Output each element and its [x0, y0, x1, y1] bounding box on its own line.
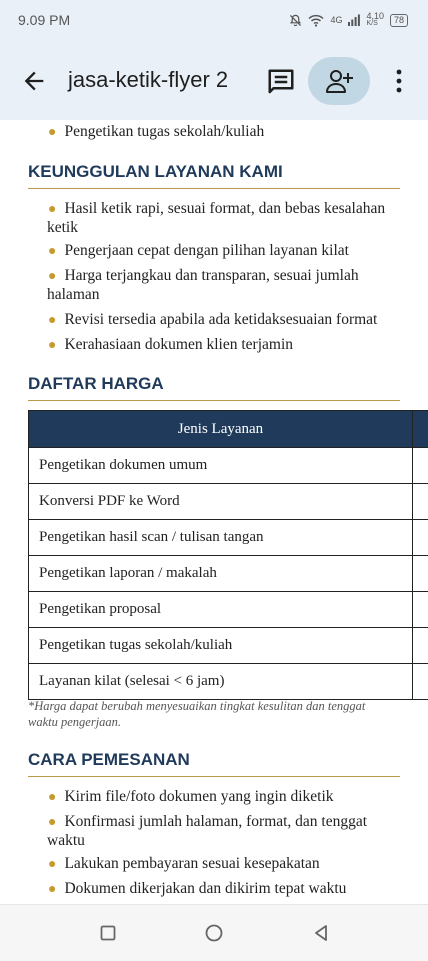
table-cell: Layanan kilat (selesai < 6 jam) — [29, 664, 413, 700]
wifi-icon — [308, 14, 324, 27]
back-button[interactable] — [20, 67, 48, 95]
table-cell: Pengetikan hasil scan / tulisan tangan — [29, 520, 413, 556]
table-cell — [413, 628, 428, 664]
network-speed — [366, 12, 384, 28]
bullet-icon: ● — [48, 313, 56, 328]
table-cell: Pengetikan dokumen umum — [29, 448, 413, 484]
more-vert-icon — [389, 66, 409, 96]
list-item: ● Harga terjangkau dan transparan, sesuai jumlah halaman — [47, 267, 399, 304]
bullet-icon: ● — [48, 269, 56, 284]
table-row — [29, 592, 428, 628]
arrow-back-icon — [20, 67, 48, 95]
list-item: ● Pengetikan tugas sekolah/kuliah — [47, 123, 399, 142]
table-row — [29, 628, 428, 664]
recents-button[interactable] — [98, 923, 118, 943]
table-cell — [413, 484, 428, 520]
list-item: ● Revisi tersedia apabila ada ketidaksesuaian format — [47, 311, 399, 330]
table-cell: Pengetikan laporan / makalah — [29, 556, 413, 592]
battery-level: 78 — [394, 15, 404, 25]
bullet-icon: ● — [48, 338, 56, 353]
list-item: ● Kerahasiaan dokumen klien terjamin — [47, 336, 399, 355]
share-button[interactable] — [308, 57, 370, 105]
section-heading-harga: DAFTAR HARGA — [28, 374, 400, 401]
comments-button[interactable] — [266, 67, 296, 97]
network-speed-unit: K/S — [366, 20, 384, 28]
home-button[interactable] — [204, 923, 224, 943]
list-item: ● Konfirmasi jumlah halaman, format, dan tenggat waktu — [47, 813, 399, 850]
list-item: ● Pengerjaan cepat dengan pilihan layanan kilat — [47, 242, 399, 261]
table-cell — [413, 664, 428, 700]
column-header-jenis-layanan: Jenis Layanan — [29, 411, 413, 448]
column-header-harga — [413, 411, 428, 448]
signal-icon — [348, 14, 360, 26]
list-item: ● Lakukan pembayaran sesuai kesepakatan — [47, 855, 399, 874]
table-row — [29, 448, 428, 484]
table-cell — [413, 592, 428, 628]
back-triangle-icon — [311, 923, 331, 943]
table-row — [29, 664, 428, 700]
section-heading-keunggulan: KEUNGGULAN LAYANAN KAMI — [28, 162, 400, 189]
bell-off-icon — [289, 14, 302, 27]
comment-icon — [266, 67, 296, 97]
system-back-button[interactable] — [311, 923, 331, 943]
table-cell: Konversi PDF ke Word — [29, 484, 413, 520]
person-add-icon — [325, 68, 353, 94]
table-cell: Pengetikan tugas sekolah/kuliah — [29, 628, 413, 664]
table-cell — [413, 520, 428, 556]
bullet-icon: ● — [48, 815, 56, 830]
network-speed-value: 4,10 — [366, 12, 384, 20]
list-item: ● Kirim file/foto dokumen yang ingin diketik — [47, 788, 399, 807]
status-icons — [289, 12, 408, 28]
app-bar — [0, 42, 428, 120]
document-title: jasa-ketik-flyer 2 — [68, 67, 228, 93]
price-table — [28, 410, 428, 700]
section-heading-pemesanan: CARA PEMESANAN — [28, 750, 400, 777]
table-cell — [413, 448, 428, 484]
bullet-icon: ● — [48, 857, 56, 872]
status-time: 9.09 PM — [18, 12, 70, 28]
network-type: 4G — [330, 15, 342, 25]
bullet-icon: ● — [48, 125, 56, 140]
bullet-icon: ● — [48, 790, 56, 805]
table-cell: Pengetikan proposal — [29, 592, 413, 628]
table-cell — [413, 556, 428, 592]
bullet-icon: ● — [48, 882, 56, 897]
status-bar — [0, 0, 428, 42]
bullet-icon: ● — [48, 202, 56, 217]
price-note: *Harga dapat berubah menyesuaikan tingkat kesulitan dan tenggat waktu pengerjaan. — [28, 698, 398, 730]
list-item: ● Dokumen dikerjakan dan dikirim tepat waktu — [47, 880, 399, 899]
table-header-row — [29, 411, 428, 448]
home-circle-icon — [204, 923, 224, 943]
system-nav-bar — [0, 904, 428, 961]
table-row — [29, 520, 428, 556]
table-row — [29, 484, 428, 520]
recents-square-icon — [98, 923, 118, 943]
table-row — [29, 556, 428, 592]
list-item: ● Hasil ketik rapi, sesuai format, dan bebas kesalahan ketik — [47, 200, 399, 237]
bullet-icon: ● — [48, 244, 56, 259]
more-options-button[interactable] — [389, 66, 409, 96]
document-content[interactable] — [0, 120, 428, 904]
battery-icon — [390, 14, 408, 27]
